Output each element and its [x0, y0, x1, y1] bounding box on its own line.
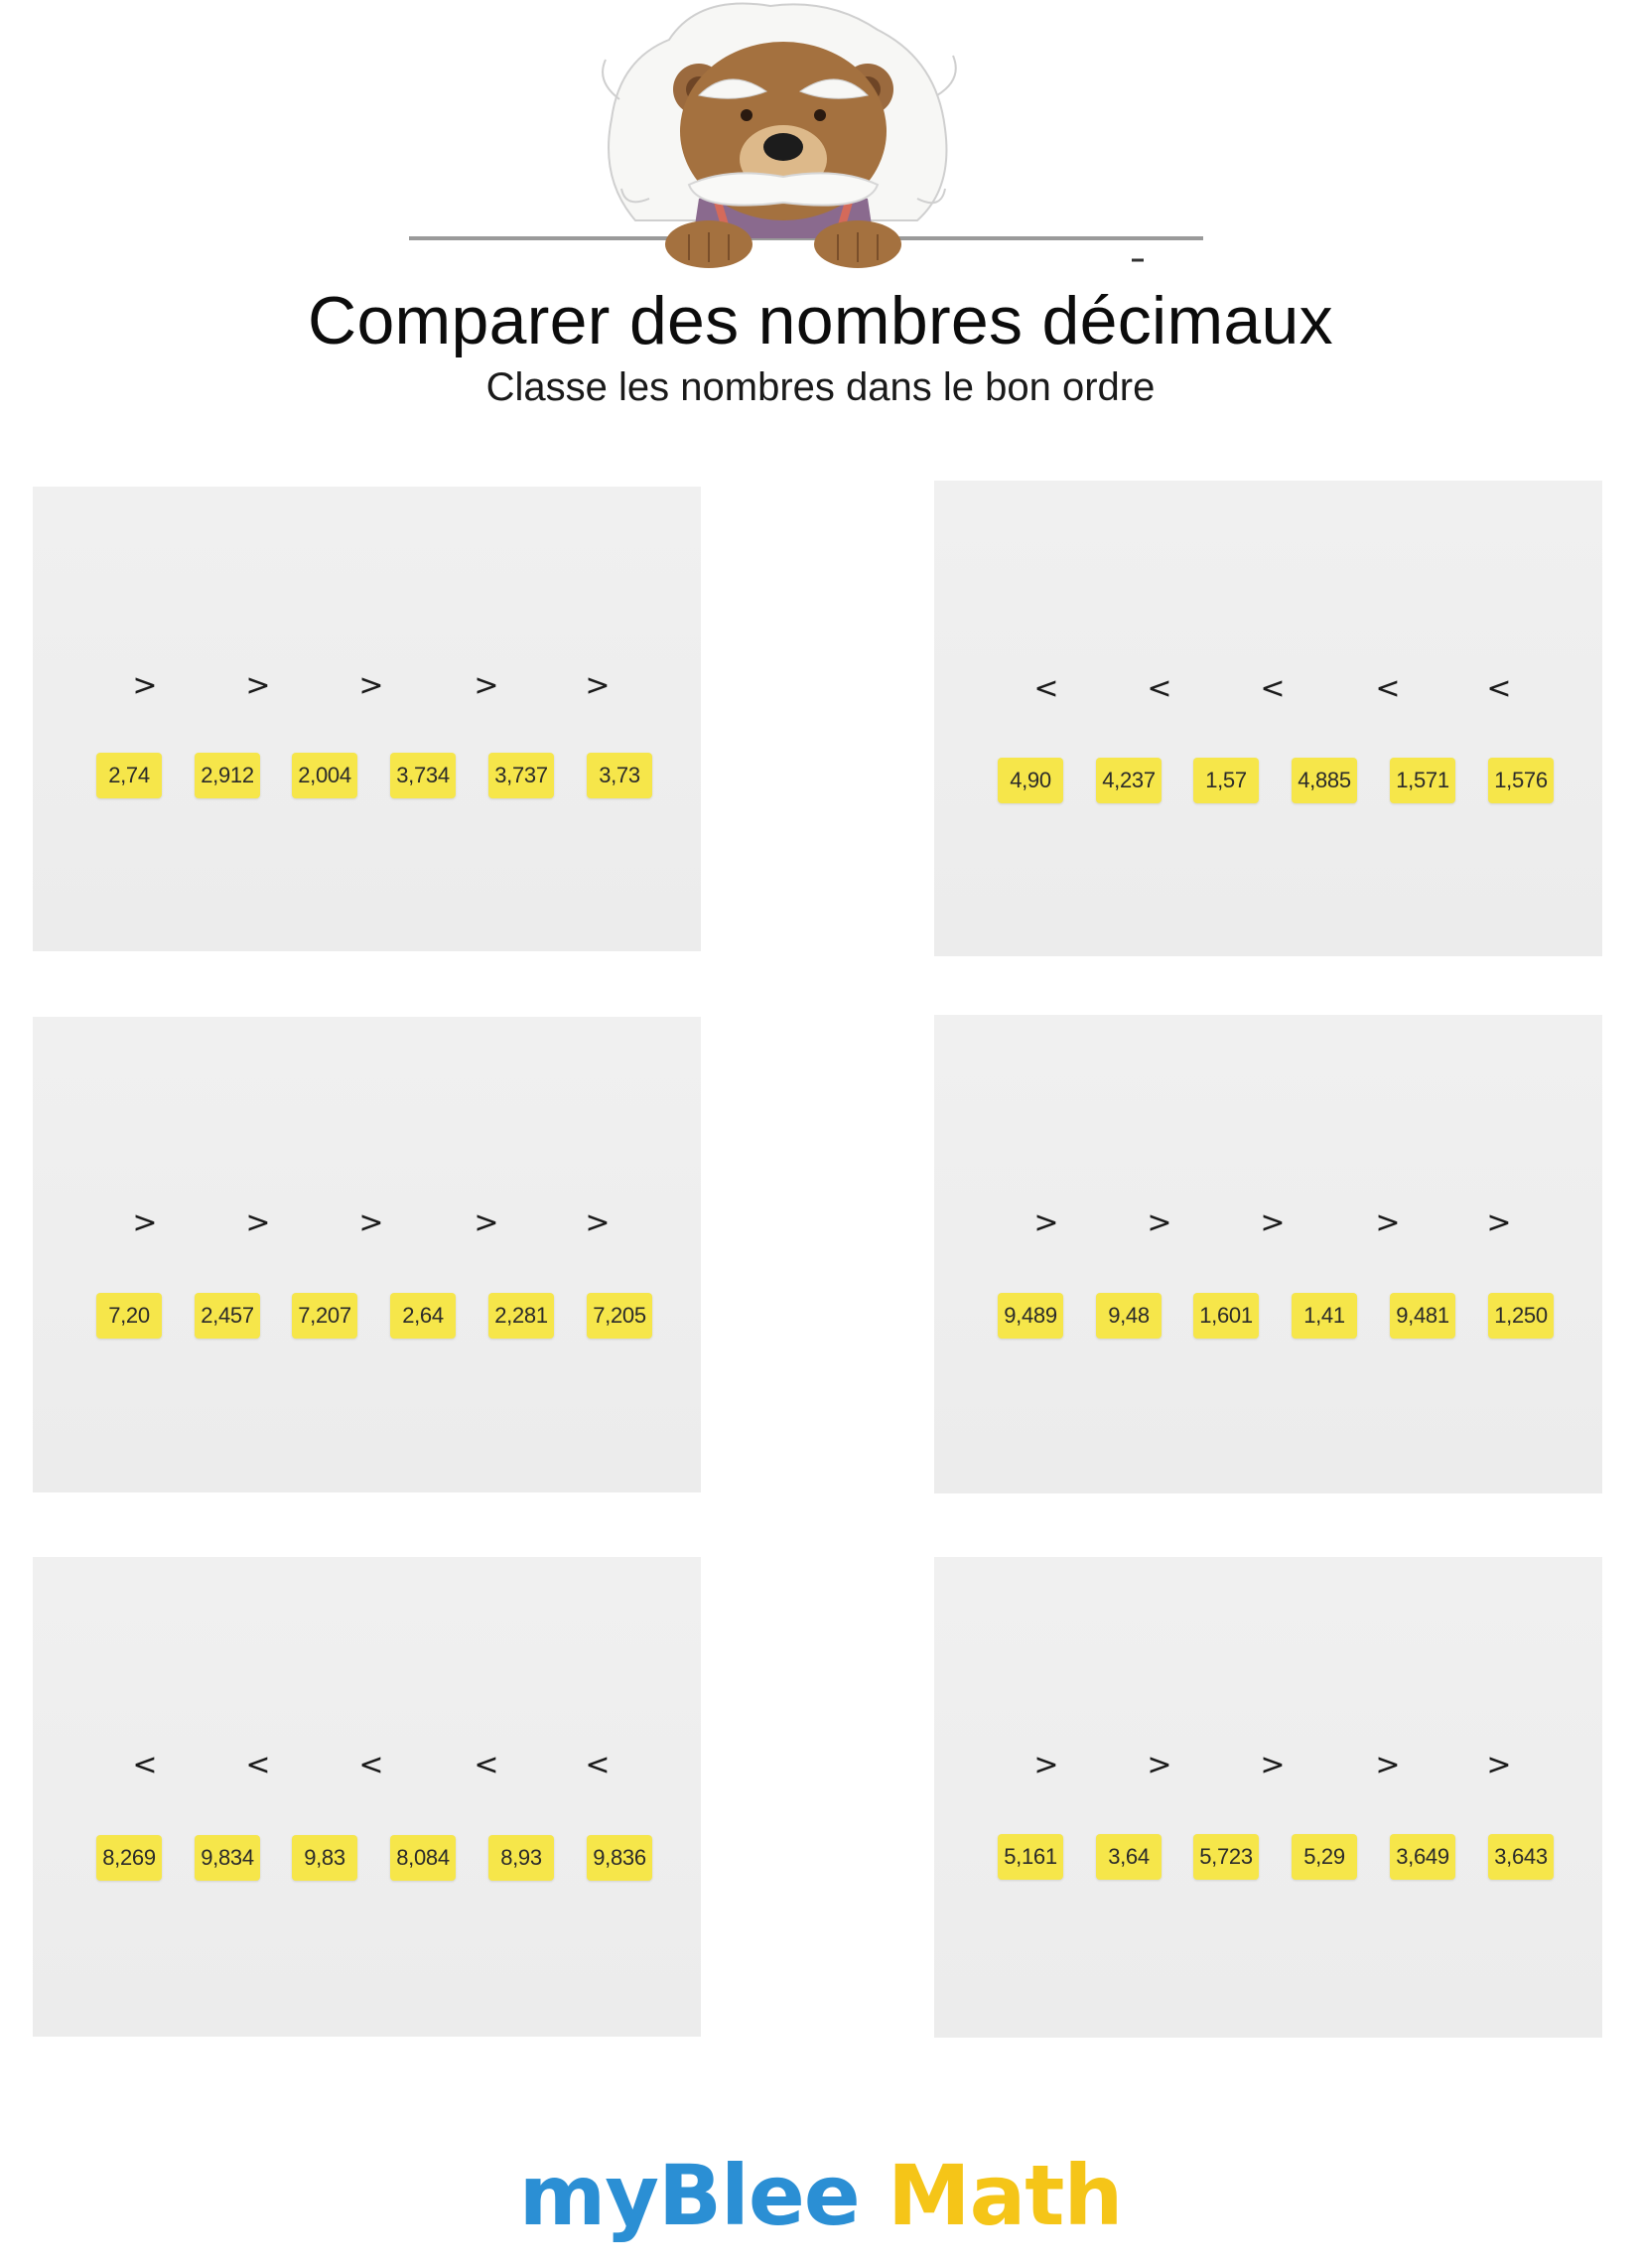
- number-card[interactable]: 8,084: [390, 1835, 456, 1881]
- exercise-panel-6: [934, 1557, 1602, 2038]
- number-row: [33, 1293, 701, 1352]
- number-card[interactable]: 9,83: [292, 1835, 357, 1881]
- number-card[interactable]: 3,649: [1390, 1834, 1455, 1880]
- comparison-symbol: >: [1486, 1205, 1512, 1240]
- number-card[interactable]: 3,734: [390, 753, 456, 798]
- number-row: [33, 753, 701, 812]
- comparison-symbol: >: [474, 1205, 499, 1240]
- number-card[interactable]: 2,74: [96, 753, 162, 798]
- comparison-symbol: >: [1486, 1748, 1512, 1782]
- comparison-symbol: >: [585, 668, 611, 703]
- number-card[interactable]: 9,481: [1390, 1293, 1455, 1339]
- number-card[interactable]: 3,643: [1488, 1834, 1554, 1880]
- number-card[interactable]: 1,250: [1488, 1293, 1554, 1339]
- comparison-symbol: >: [1375, 1748, 1401, 1782]
- page-title: Comparer des nombres décimaux: [308, 283, 1333, 358]
- number-card[interactable]: 1,576: [1488, 758, 1554, 803]
- comparison-symbol: >: [132, 668, 158, 703]
- number-card[interactable]: 4,237: [1096, 758, 1162, 803]
- comparison-symbol: <: [132, 1748, 158, 1782]
- number-card[interactable]: 9,48: [1096, 1293, 1162, 1339]
- symbol-row: [33, 1748, 701, 1807]
- number-card[interactable]: 3,73: [587, 753, 652, 798]
- comparison-symbol: >: [1147, 1205, 1172, 1240]
- comparison-symbol: <: [245, 1748, 271, 1782]
- symbol-row: [934, 1748, 1602, 1807]
- number-card[interactable]: 5,723: [1193, 1834, 1259, 1880]
- number-card[interactable]: 9,834: [195, 1835, 260, 1881]
- number-card[interactable]: 7,207: [292, 1293, 357, 1339]
- comparison-symbol: >: [1260, 1205, 1286, 1240]
- comparison-symbol: <: [1260, 671, 1286, 706]
- comparison-symbol: >: [1260, 1748, 1286, 1782]
- comparison-symbol: >: [474, 668, 499, 703]
- comparison-symbol: >: [132, 1205, 158, 1240]
- number-card[interactable]: 1,41: [1292, 1293, 1357, 1339]
- comparison-symbol: >: [358, 668, 384, 703]
- number-card[interactable]: 2,912: [195, 753, 260, 798]
- comparison-symbol: <: [358, 1748, 384, 1782]
- symbol-row: [934, 1205, 1602, 1265]
- exercise-panel-5: [33, 1557, 701, 2037]
- exercise-panel-3: [33, 1017, 701, 1492]
- number-row: [33, 1835, 701, 1895]
- exercise-panel-2: [934, 481, 1602, 956]
- comparison-symbol: <: [474, 1748, 499, 1782]
- number-card[interactable]: 2,281: [488, 1293, 554, 1339]
- number-card[interactable]: 8,269: [96, 1835, 162, 1881]
- number-card[interactable]: 3,737: [488, 753, 554, 798]
- number-card[interactable]: 7,20: [96, 1293, 162, 1339]
- comparison-symbol: >: [245, 668, 271, 703]
- comparison-symbol: <: [1486, 671, 1512, 706]
- number-card[interactable]: 1,571: [1390, 758, 1455, 803]
- comparison-symbol: >: [358, 1205, 384, 1240]
- comparison-symbol: <: [1033, 671, 1059, 706]
- number-card[interactable]: 9,836: [587, 1835, 652, 1881]
- comparison-symbol: >: [1147, 1748, 1172, 1782]
- number-card[interactable]: 2,004: [292, 753, 357, 798]
- number-row: [934, 758, 1602, 817]
- myblee-math-logo: [0, 2147, 1641, 2244]
- comparison-symbol: >: [245, 1205, 271, 1240]
- number-card[interactable]: 4,90: [998, 758, 1063, 803]
- number-card[interactable]: 5,161: [998, 1834, 1063, 1880]
- number-card[interactable]: 1,57: [1193, 758, 1259, 803]
- number-card[interactable]: 5,29: [1292, 1834, 1357, 1880]
- comparison-symbol: >: [1375, 1205, 1401, 1240]
- symbol-row: [33, 668, 701, 728]
- number-card[interactable]: 8,93: [488, 1835, 554, 1881]
- symbol-row: [934, 671, 1602, 731]
- number-card[interactable]: 4,885: [1292, 758, 1357, 803]
- comparison-symbol: >: [1033, 1748, 1059, 1782]
- logo-part-myblee: myBlee: [518, 2147, 860, 2244]
- symbol-row: [33, 1205, 701, 1265]
- logo-part-math: Math: [888, 2147, 1123, 2244]
- exercise-panel-4: [934, 1015, 1602, 1493]
- page-subtitle: Classe les nombres dans le bon ordre: [485, 365, 1156, 409]
- number-row: [934, 1834, 1602, 1894]
- comparison-symbol: <: [585, 1748, 611, 1782]
- comparison-symbol: <: [1147, 671, 1172, 706]
- number-card[interactable]: 2,457: [195, 1293, 260, 1339]
- exercise-panel-1: [33, 487, 701, 951]
- comparison-symbol: >: [585, 1205, 611, 1240]
- number-card[interactable]: 3,64: [1096, 1834, 1162, 1880]
- number-card[interactable]: 9,489: [998, 1293, 1063, 1339]
- number-card[interactable]: 7,205: [587, 1293, 652, 1339]
- comparison-symbol: >: [1033, 1205, 1059, 1240]
- mascot-illustration: [401, 0, 1215, 270]
- number-row: [934, 1293, 1602, 1352]
- comparison-symbol: <: [1375, 671, 1401, 706]
- number-card[interactable]: 1,601: [1193, 1293, 1259, 1339]
- number-card[interactable]: 2,64: [390, 1293, 456, 1339]
